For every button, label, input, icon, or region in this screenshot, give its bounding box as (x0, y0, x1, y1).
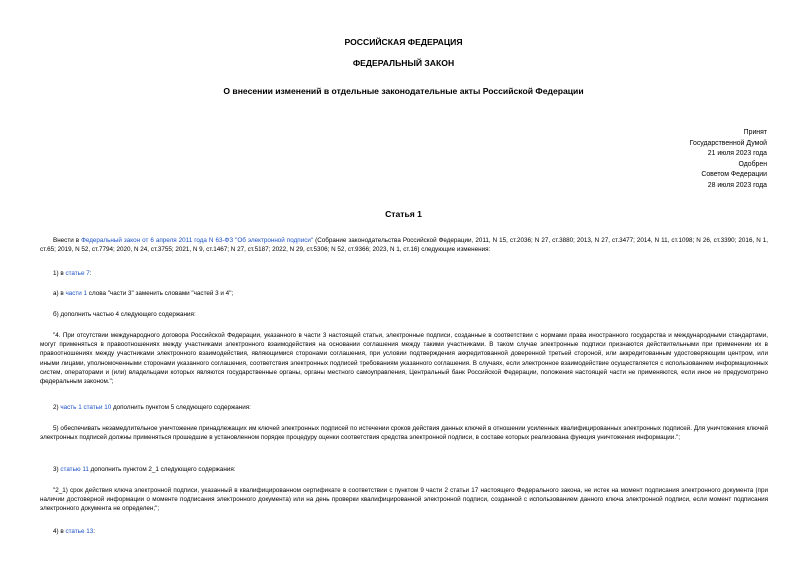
approved-date: 28 июля 2023 года (707, 181, 767, 189)
law-type-heading: ФЕДЕРАЛЬНЫЙ ЗАКОН (352, 58, 455, 68)
item-3: 3) статью 11 дополнить пунктом 2_1 следующего содержания: (53, 466, 236, 473)
accepted-by: Государственной Думой (689, 139, 767, 147)
law-link[interactable]: Федеральный закон от 6 апреля 2011 года N 63-ФЗ "Об электронной подписи" (81, 237, 314, 244)
country-heading: РОССИЙСКАЯ ФЕДЕРАЦИЯ (344, 37, 463, 47)
part-4-text: "4. При отсутствии международного договора Российской Федерации, указанного в части 3 настоящей статьи, электронные подписи, созданные в соответствии с нормами права иностранного государства и международными стандартами, могут применяться в правоотношениях между участниками электронного взаимодействия на основании соглашения между такими участниками. В таком случае электронные подписи признаются действительными при применении их в правоотношениях между участниками электронного взаимодействия, являющимися сторонами соглашения, при условии подтверждения аккредитованной доверенной третьей стороной, или аккредитованным удостоверяющим центром, или иными лицами, уполномоченными сторонами указанного соглашения, соответствия электронных подписей требованиям указанного соглашения. В случаях, если электронное взаимодействие осуществляется с использованием информационных систем, операторами и (или) владельцами которых являются государственные органы, органы местного самоуправления, Центральный банк Российской Федерации, положения настоящей части не применяются, если иное не предусмотрено федеральным законом."; (40, 332, 768, 386)
article-10-link[interactable]: часть 1 статьи 10 (60, 404, 112, 411)
article-7-link[interactable]: статье 7 (65, 270, 90, 277)
item-4: 4) в статье 13: (53, 528, 95, 535)
article-11-link[interactable]: статью 11 (60, 466, 89, 473)
accepted-label: Принят (743, 129, 767, 136)
item-1a: а) в части 1 слова "части 3" заменить словами "частей 3 и 4"; (53, 290, 234, 297)
adoption-block (690, 128, 767, 191)
article-13-link[interactable]: статье 13 (65, 528, 94, 535)
paragraph-intro: Внести в Федеральный закон от 6 апреля 2011 года N 63-ФЗ "Об электронной подписи" (Собрание законодательства Российской Федерации, 2011, N 15, ст.2036; N 27, ст.3880; 2013, N 27, ст.3477; 2014, N 11, ст.1098; N 26, ст.3390; 2016, N 1, ст.65; 2019, N 52, ст.7794; 2020, N 24, ст.3755; 2021, N 9, ст.1467; N 27, ст.5187; 2022, N 29, ст.5306; N 52, ст.9366; 2023, N 1, ст.16) следующие изменения: (40, 237, 768, 254)
article-title: Статья 1 (385, 209, 422, 219)
item-1: 1) в статье 7: (53, 270, 92, 277)
item-1b: б) дополнить частью 4 следующего содержания: (53, 311, 196, 318)
approved-by: Советом Федерации (701, 171, 767, 178)
point-5-text: 5) обеспечивать незамедлительное уничтожение принадлежащих им ключей электронных подписей по истечении сроков действия данных ключей в отношении усиленных квалифицированных электронных подписей. Для уничтожения ключей электронных подписей должны применяться прошедшие в установленном порядке процедуру оценки соответствия средства электронной подписи, в составе которых реализована функция уничтожения информации."; (40, 425, 768, 442)
accepted-date: 21 июля 2023 года (707, 150, 767, 157)
item-2: 2) часть 1 статьи 10 дополнить пунктом 5 следующего содержания: (53, 404, 251, 411)
point-2-1-text: "2_1) срок действия ключа электронной подписи, указанный в квалифицированном сертификате в соответствии с пунктом 9 части 2 статьи 17 настоящего Федерального закона, не истек на момент подписания электронного документа (при наличии достоверной информации о моменте подписания электронного документа) или на день проверки квалифицированной электронной подписи, созданной с использованием данного ключа электронной подписи, если момент подписания электронного документа не определен;"; (40, 487, 768, 513)
part-1-link[interactable]: части 1 (65, 290, 88, 297)
approved-label: Одобрен (738, 160, 767, 168)
law-title: О внесении изменений в отдельные законодательные акты Российской Федерации (223, 86, 584, 96)
